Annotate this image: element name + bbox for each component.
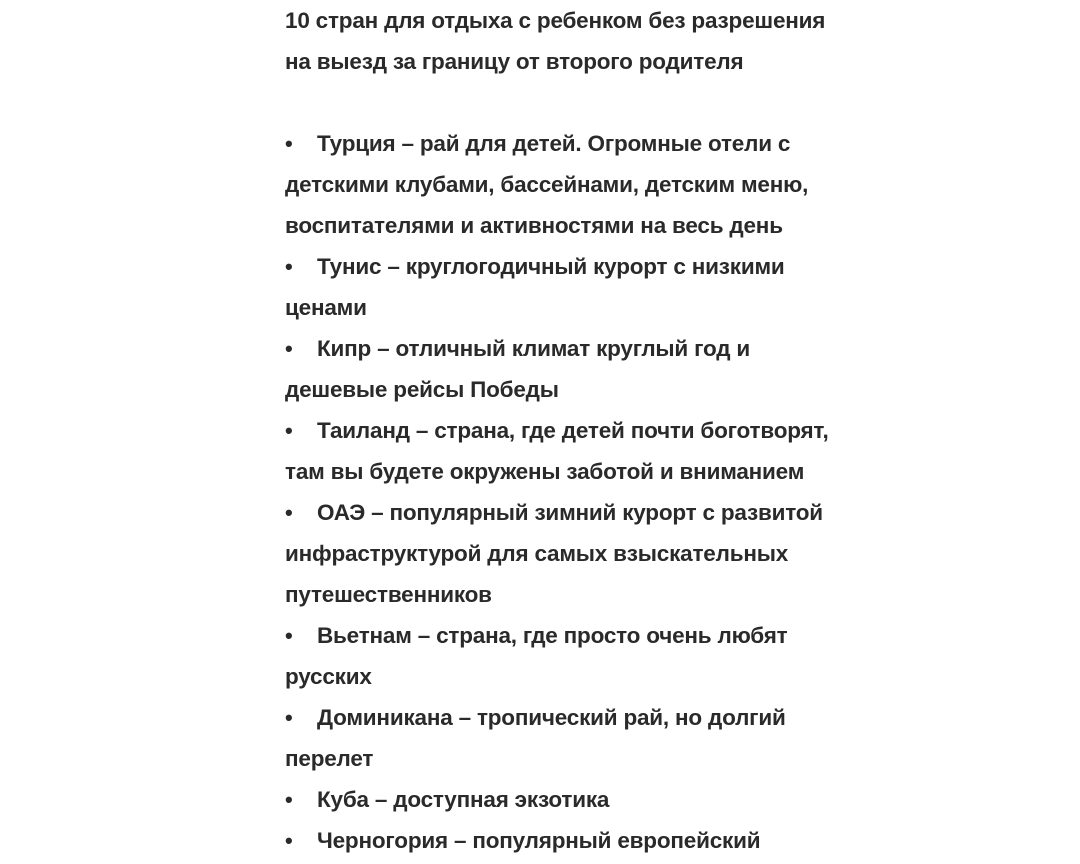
list-item-line — [285, 287, 865, 328]
list-item-text: Кипр – отличный климат круглый год и — [317, 336, 751, 361]
list-item-text: ценами — [285, 295, 367, 320]
list-item — [285, 615, 865, 697]
article-text — [285, 0, 865, 861]
list-item-text: русских — [285, 664, 372, 689]
list-item — [285, 328, 865, 410]
bullet-icon: • — [285, 500, 293, 525]
bullet-icon: • — [285, 623, 293, 648]
bullet-icon: • — [285, 828, 293, 853]
list-item-line — [285, 328, 865, 369]
list-item — [285, 123, 865, 246]
list-item-line — [285, 369, 865, 410]
list-item — [285, 779, 865, 820]
list-item-line — [285, 205, 865, 246]
list-item — [285, 410, 865, 492]
bullet-icon: • — [285, 418, 293, 443]
list-item-line — [285, 697, 865, 738]
list-item-line — [285, 738, 865, 779]
list-item-line — [285, 451, 865, 492]
title-line-1: 10 стран для отдыха с ребенком без разрешения — [285, 8, 826, 33]
list-item-text: дешевые рейсы Победы — [285, 377, 559, 402]
list-item-line — [285, 533, 865, 574]
list-item-text: ОАЭ – популярный зимний курорт с развитой — [317, 500, 823, 525]
list-item-text: Турция – рай для детей. Огромные отели с — [317, 131, 791, 156]
list-item-line — [285, 164, 865, 205]
list-item-text: Доминикана – тропический рай, но долгий — [317, 705, 786, 730]
list-item-text: Таиланд – страна, где детей почти боготворят, — [317, 418, 829, 443]
bullet-icon: • — [285, 254, 293, 279]
list-item — [285, 492, 865, 615]
list-item-line — [285, 615, 865, 656]
bullet-icon: • — [285, 336, 293, 361]
list-item-line — [285, 820, 865, 861]
list-item-line — [285, 656, 865, 697]
list-item-text: перелет — [285, 746, 374, 771]
list-item-text: Вьетнам – страна, где просто очень любят — [317, 623, 788, 648]
list-item-text: Куба – доступная экзотика — [317, 787, 610, 812]
bullet-icon: • — [285, 787, 293, 812]
list-item-text: детскими клубами, бассейнами, детским меню, — [285, 172, 809, 197]
list-item-text: Черногория – популярный европейский — [317, 828, 761, 853]
list-item-text: путешественников — [285, 582, 492, 607]
list-item — [285, 697, 865, 779]
list-item — [285, 246, 865, 328]
list-item-text: инфраструктурой для самых взыскательных — [285, 541, 789, 566]
list-item — [285, 820, 865, 861]
list-item-text: там вы будете окружены заботой и вниманием — [285, 459, 805, 484]
list-item-line — [285, 492, 865, 533]
list-item-line — [285, 574, 865, 615]
list-item-line — [285, 246, 865, 287]
list-item-text: Тунис – круглогодичный курорт с низкими — [317, 254, 785, 279]
paragraph-spacer — [285, 82, 865, 123]
bullet-icon: • — [285, 131, 293, 156]
list-item-line — [285, 779, 865, 820]
bullet-icon: • — [285, 705, 293, 730]
title-line-2: на выезд за границу от второго родителя — [285, 49, 744, 74]
list-item-line — [285, 410, 865, 451]
list-item-text: воспитателями и активностями на весь день — [285, 213, 783, 238]
article-title — [285, 0, 865, 82]
list-item-line — [285, 123, 865, 164]
country-list — [285, 123, 865, 861]
